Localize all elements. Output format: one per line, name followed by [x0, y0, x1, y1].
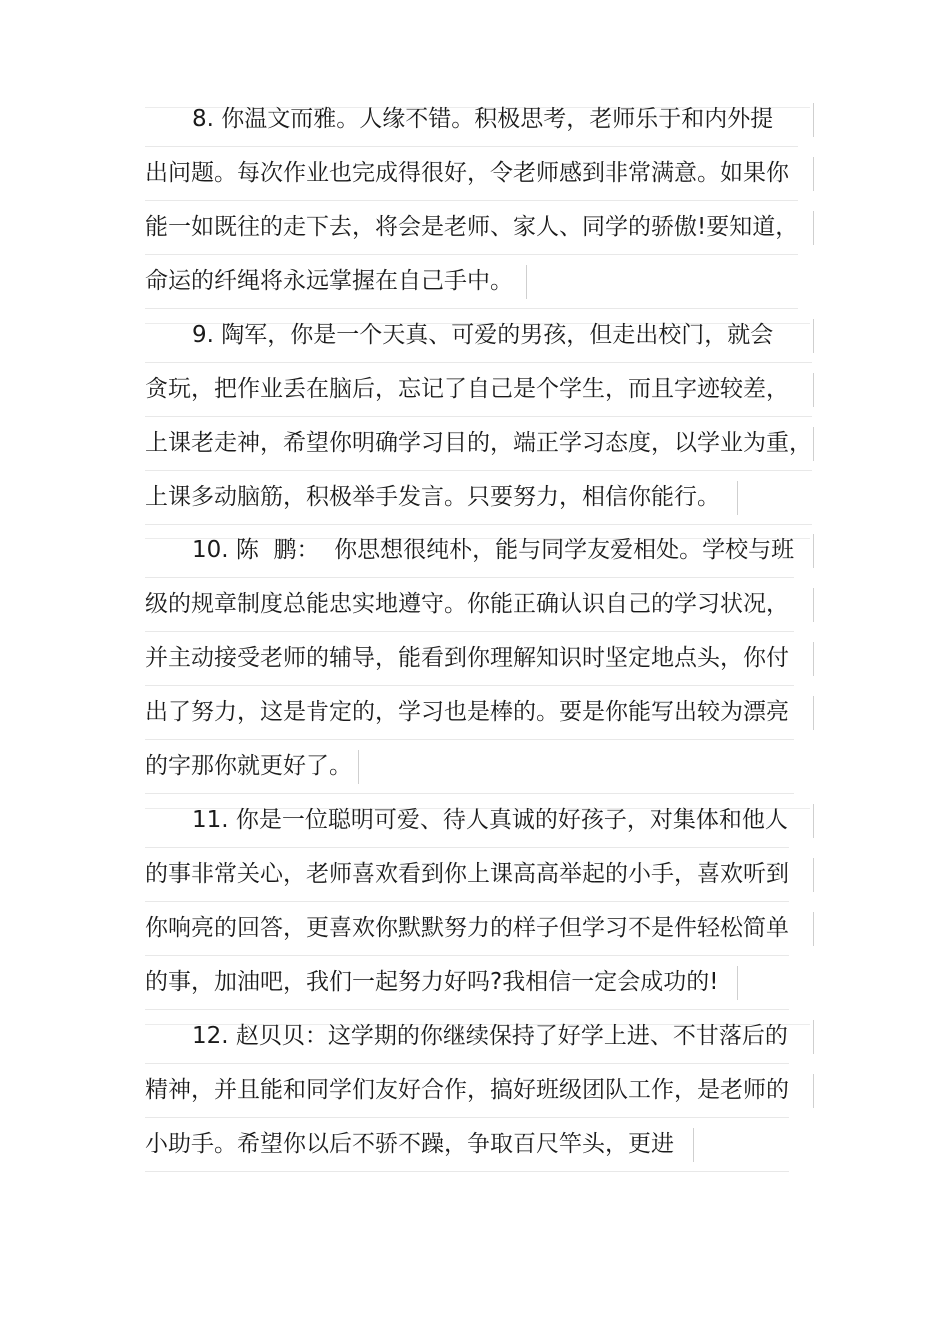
text-line: 出了努力，这是肯定的，学习也是棒的。要是你能写出较为漂亮 [145, 686, 794, 740]
text-line: 上课老走神，希望你明确学习目的，端正学习态度，以学业为重， [145, 417, 812, 471]
text-line: 的事非常关心，老师喜欢看到你上课高高举起的小手，喜欢听到 [145, 848, 789, 902]
paragraph-8 [145, 93, 798, 309]
text-line: 能一如既往的走下去，将会是老师、家人、同学的骄傲!要知道， [145, 201, 798, 255]
text-line: 并主动接受老师的辅导，能看到你理解知识时坚定地点头，你付 [145, 632, 794, 686]
text-line: 小助手。希望你以后不骄不躁，争取百尺竿头，更进 [145, 1118, 789, 1172]
paragraph-12 [145, 1010, 789, 1172]
text-line: 命运的纤绳将永远掌握在自己手中。 [145, 255, 798, 309]
paragraph-9 [145, 309, 812, 525]
paragraph-11 [145, 794, 789, 1010]
text-line: 8. 你温文而雅。人缘不错。积极思考，老师乐于和内外提 [145, 93, 798, 147]
text-line: 上课多动脑筋，积极举手发言。只要努力，相信你能行。 [145, 471, 812, 525]
text-line: 级的规章制度总能忠实地遵守。你能正确认识自己的学习状况， [145, 578, 794, 632]
text-line: 贪玩，把作业丢在脑后，忘记了自己是个学生，而且字迹较差， [145, 363, 812, 417]
text-line: 你响亮的回答，更喜欢你默默努力的样子但学习不是件轻松简单 [145, 902, 789, 956]
text-line: 10. 陈 鹏： 你思想很纯朴，能与同学友爱相处。学校与班 [145, 524, 794, 578]
text-line: 12. 赵贝贝：这学期的你继续保持了好学上进、不甘落后的 [145, 1010, 789, 1064]
text-line: 的字那你就更好了。 [145, 740, 794, 794]
text-line: 11. 你是一位聪明可爱、待人真诚的好孩子，对集体和他人 [145, 794, 789, 848]
text-line: 出问题。每次作业也完成得很好，令老师感到非常满意。如果你 [145, 147, 798, 201]
paragraph-10 [145, 524, 794, 794]
text-line: 9. 陶军，你是一个天真、可爱的男孩，但走出校门，就会 [145, 309, 812, 363]
text-line: 的事，加油吧，我们一起努力好吗?我相信一定会成功的! [145, 956, 789, 1010]
text-line: 精神，并且能和同学们友好合作，搞好班级团队工作，是老师的 [145, 1064, 789, 1118]
